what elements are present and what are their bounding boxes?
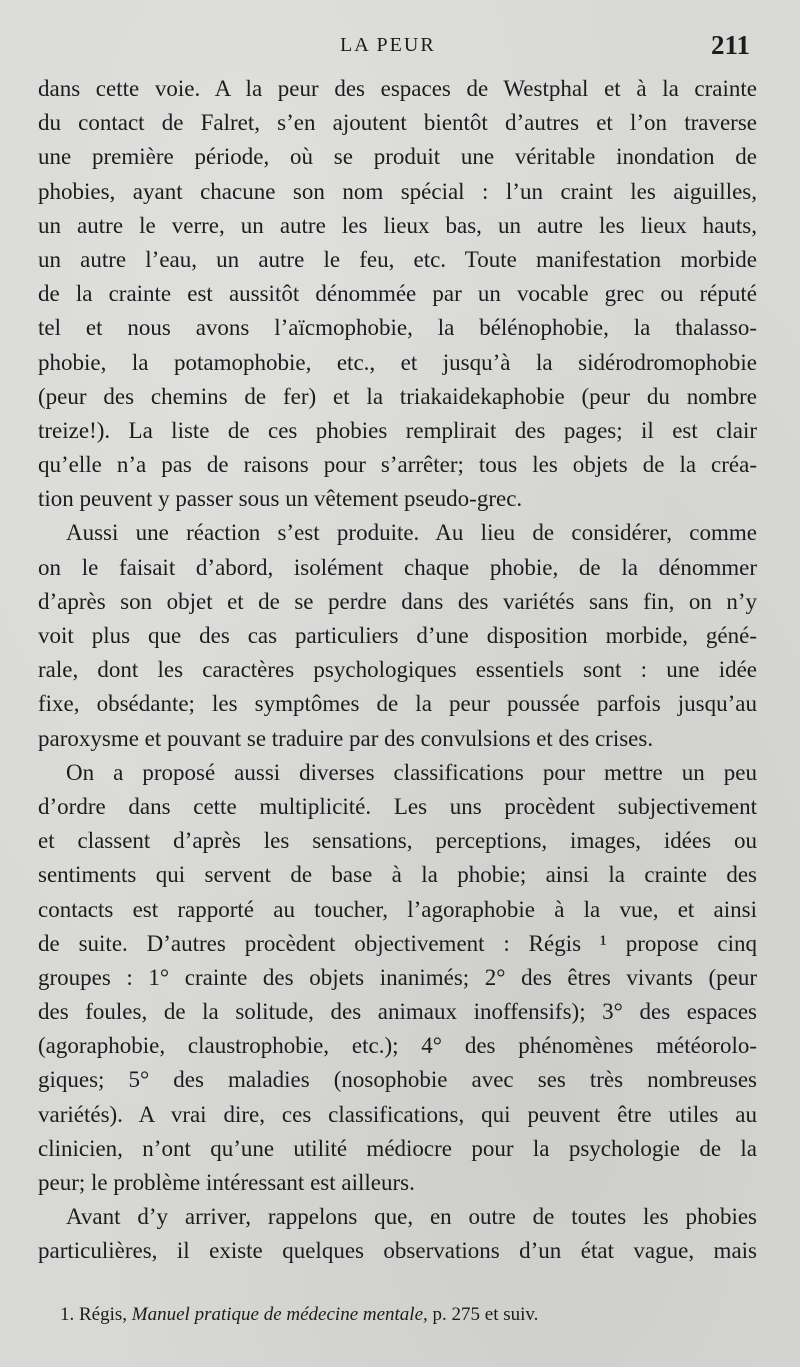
text-line: tion peuvent y passer sous un vêtement pseudo-grec. [38, 486, 523, 512]
text-line: fixe, obsédante; les symptômes de la peur poussée parfois jusqu’au [38, 691, 757, 717]
text-line: de suite. D’autres procèdent objectivement : Régis ¹ propose cinq [38, 930, 757, 956]
text-line: et classent d’après les sensations, perceptions, images, idées ou [38, 828, 757, 854]
text-line: dans cette voie. A la peur des espaces de Westphal et à la crainte [38, 76, 757, 101]
text-line: contacts est rapporté au toucher, l’agoraphobie à la vue, et ainsi [38, 896, 757, 922]
text-line: sentiments qui servent de base à la phobie; ainsi la crainte des [38, 862, 757, 888]
text-line: d’ordre dans cette multiplicité. Les uns procèdent subjectivement [38, 793, 757, 819]
text-line: un autre le verre, un autre les lieux bas, un autre les lieux hauts, [38, 212, 757, 238]
text-line: giques; 5° des maladies (nosophobie avec ses très nombreuses [38, 1067, 757, 1093]
text-line: un autre l’eau, un autre le feu, etc. Toute manifestation morbide [38, 246, 757, 272]
text-line: de la crainte est aussitôt dénommée par un vocable grec ou réputé [38, 281, 757, 307]
text-line: paroxysme et pouvant se traduire par des convulsions et des crises. [38, 725, 654, 751]
text-line: treize!). La liste de ces phobies remplirait des pages; il est clair [38, 417, 757, 443]
paragraph-first-line: On a proposé aussi diverses classifications pour mettre un peu [66, 759, 757, 785]
running-head [0, 30, 800, 64]
text-line: des foules, de la solitude, des animaux inoffensifs); 3° des espaces [38, 999, 757, 1025]
footnote [60, 1304, 538, 1326]
body-text [38, 72, 757, 1269]
footnote-book-title: Manuel pratique de médecine mentale, [131, 1304, 428, 1325]
text-line: variétés). A vrai dire, ces classifications, qui peuvent être utiles au [38, 1101, 757, 1127]
text-line: clinicien, n’ont qu’une utilité médiocre pour la psychologie de la [38, 1135, 757, 1161]
text-line: (peur des chemins de fer) et la triakaidekaphobie (peur du nombre [38, 383, 757, 409]
running-title: LA PEUR [340, 34, 436, 56]
page-number: 211 [710, 30, 750, 60]
text-line: voit plus que des cas particuliers d’une disposition morbide, géné- [38, 623, 757, 648]
text-line: rale, dont les caractères psychologiques essentiels sont : une idée [38, 657, 757, 683]
text-line: du contact de Falret, s’en ajoutent bientôt d’autres et l’on traverse [38, 110, 757, 136]
text-line: qu’elle n’a pas de raisons pour s’arrêter; tous les objets de la créa- [38, 452, 757, 478]
footnote-marker: 1. Régis, [60, 1304, 128, 1325]
text-line: d’après son objet et de se perdre dans des variétés sans fin, on n’y [38, 588, 757, 614]
text-line: groupes : 1° crainte des objets inanimés; 2° des êtres vivants (peur [38, 964, 757, 990]
text-line: (agoraphobie, claustrophobie, etc.); 4° des phénomènes météorolo- [38, 1033, 757, 1059]
text-line: on le faisait d’abord, isolément chaque phobie, de la dénommer [38, 554, 757, 580]
text-line: une première période, où se produit une véritable inondation de [38, 144, 757, 170]
footnote-pages: p. 275 et suiv. [432, 1304, 539, 1325]
paragraph-first-line: Avant d’y arriver, rappelons que, en outre de toutes les phobies [66, 1204, 757, 1230]
paragraph-first-line: Aussi une réaction s’est produite. Au lieu de considérer, comme [66, 520, 757, 546]
text-line: tel et nous avons l’aïcmophobie, la bélénophobie, la thalasso- [38, 315, 757, 341]
text-line: phobies, ayant chacune son nom spécial : l’un craint les aiguilles, [38, 178, 757, 204]
text-line: phobie, la potamophobie, etc., et jusqu’à la sidérodromophobie [38, 349, 757, 375]
text-line: particulières, il existe quelques observations d’un état vague, mais [38, 1238, 757, 1264]
text-line: peur; le problème intéressant est ailleurs. [38, 1170, 415, 1195]
